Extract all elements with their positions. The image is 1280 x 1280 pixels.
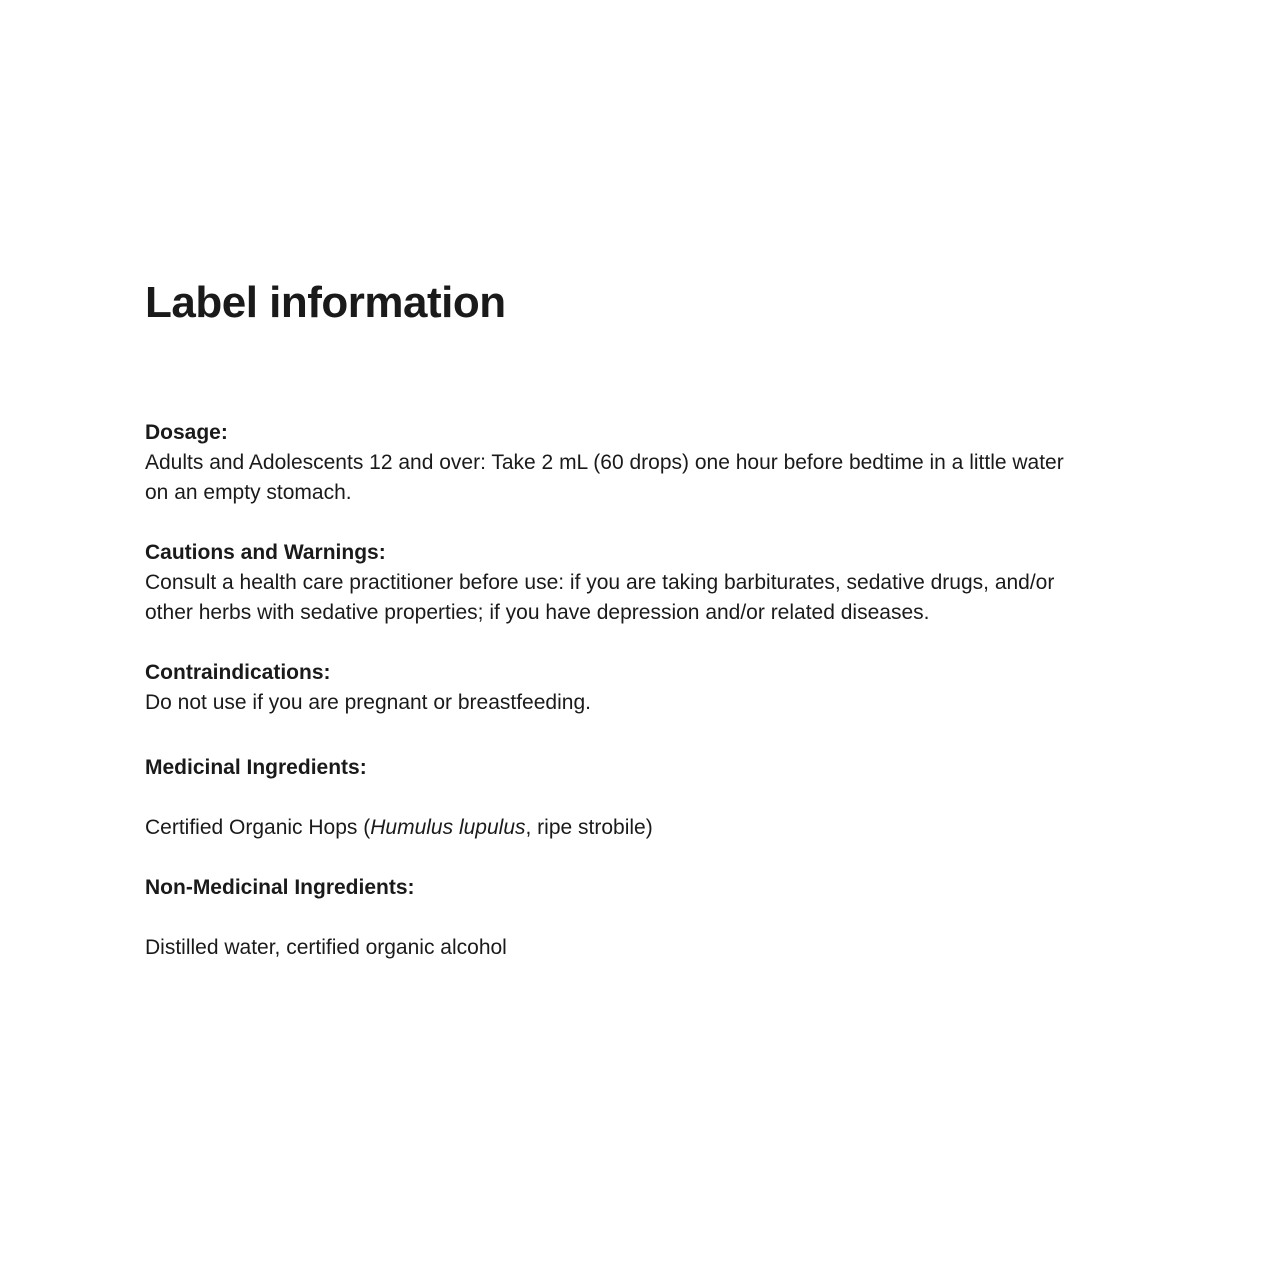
medicinal-latin-name: Humulus lupulus (370, 816, 526, 839)
dosage-line-1: Adults and Adolescents 12 and over: Take 2 mL (60 drops) one hour before bedtime in a little water (145, 451, 1064, 474)
non-medicinal-ingredients-text: Distilled water, certified organic alcohol (145, 936, 507, 959)
cautions-line-1: Consult a health care practitioner before use: if you are taking barbiturates, sedative drugs, and/or (145, 571, 1055, 594)
medicinal-suffix: , ripe strobile) (525, 816, 653, 839)
medicinal-ingredients-text (145, 813, 1145, 843)
dosage-section (145, 418, 1145, 508)
medicinal-ingredients-heading: Medicinal Ingredients: (145, 756, 367, 779)
medicinal-ingredients-section (145, 753, 1145, 843)
contraindications-section (145, 658, 1145, 718)
medicinal-prefix: Certified Organic Hops ( (145, 816, 371, 839)
non-medicinal-ingredients-section (145, 873, 1145, 963)
cautions-section (145, 538, 1145, 628)
dosage-heading: Dosage: (145, 421, 228, 444)
page-title: Label information (145, 278, 506, 327)
non-medicinal-ingredients-heading: Non-Medicinal Ingredients: (145, 876, 415, 899)
contraindications-line-1: Do not use if you are pregnant or breastfeeding. (145, 691, 591, 714)
cautions-heading: Cautions and Warnings: (145, 541, 386, 564)
cautions-line-2: other herbs with sedative properties; if you have depression and/or related diseases. (145, 601, 930, 624)
contraindications-heading: Contraindications: (145, 661, 331, 684)
dosage-line-2: on an empty stomach. (145, 481, 352, 504)
